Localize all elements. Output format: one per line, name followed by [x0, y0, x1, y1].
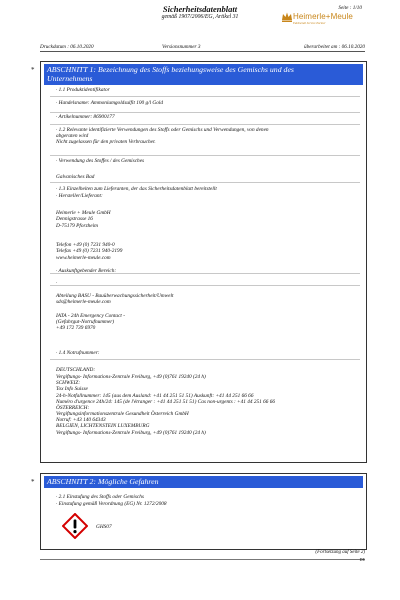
pictogram-code: GHS07 [96, 524, 112, 530]
separator [50, 96, 360, 97]
separator [50, 155, 360, 156]
separator [50, 182, 360, 183]
changed-marker: * [31, 478, 35, 486]
crown-logo-icon [281, 11, 293, 23]
text-line: · 2.1 Einstufung des Stoffs oder Gemischs [56, 494, 144, 500]
text-line: · Artikelnummer: 86900177 [56, 114, 115, 120]
continuation-note: (Fortsetzung auf Seite 2) [315, 550, 365, 555]
text-line: Telefax +49 (0) 7231 940-2199 [56, 248, 123, 254]
text-line: Heimerle + Meule GmbH [56, 210, 111, 216]
text-line: Telefon +49 (0) 7231 940-0 [56, 242, 115, 248]
text-line: · 1.1 Produktidentifikator [56, 87, 110, 93]
section-1-title-line2: Unternehmens [47, 74, 93, 83]
exclamation-mark-pictogram-icon [62, 513, 88, 539]
text-line: · Auskunftgebender Bereich: [56, 268, 117, 274]
text-line: Tox Info Suisse [56, 386, 88, 392]
text-line: SCHWEIZ: [56, 380, 81, 386]
text-line: · Hersteller/Lieferant: [56, 193, 103, 199]
text-line: abgeraten wird [56, 133, 89, 139]
changed-marker: * [31, 66, 35, 74]
text-line: · Einstufung gemäß Verordnung (EG) Nr. 1272/2008 [56, 501, 167, 507]
logo-tagline: Edelmetall Service Partner [293, 21, 326, 25]
section-2 [40, 473, 367, 550]
section-1-title-line1: ABSCHNITT 1: Bezeichnung des Stoffs beziehungsweise des Gemischs und des [47, 65, 294, 74]
text-line: Abteilung BASU - Bauüberwachungssicherheit/Umwelt [56, 293, 174, 299]
text-line: · 1.3 Einzelheiten zum Lieferanten, der das Sicherheitsdatenblatt bereitstellt [56, 186, 217, 192]
text-line: Vergiftungsinformationszentrale Gesundheit Österreich GmbH [56, 411, 189, 417]
text-line: 24-h-Notfallnummer: 145 (aus dem Ausland: +41 44 251 51 51) Auskunft: +41 44 251 66 66 [56, 393, 254, 399]
text-line: · 1.2 Relevante identifizierte Verwendungen des Stoffs oder Gemischs und Verwendungen, von denen [56, 127, 269, 133]
document-subtitle: gemäß 1907/2006/EG, Artikel 31 [161, 14, 239, 20]
text-line: · 1.4 Notrufnummer: [56, 350, 100, 356]
text-line: · Verwendung des Stoffes / des Gemisches [56, 158, 145, 164]
document-title: Sicherheitsdatenblatt [162, 4, 238, 14]
section-1-header [44, 64, 363, 85]
separator [50, 124, 360, 125]
separator [50, 112, 360, 113]
footer-rule [40, 559, 365, 560]
text-line: D-75179 Pforzheim [56, 223, 98, 229]
print-date: Druckdatum : 06.10.2020 [40, 44, 94, 50]
text-line: IATA - 24h Emergency Contact - [56, 313, 125, 319]
text-line: DEUTSCHLAND: [56, 367, 96, 373]
company-logo [281, 11, 353, 27]
text-line: · Handelsname: Ammoniumgoldsulfit 100 g/l Gold [56, 100, 164, 106]
text-line: (Gefahrgut-Notrufnummer) [56, 319, 115, 325]
separator [50, 359, 360, 360]
text-line: Vergiftungs- Informations-Zentrale Freiburg, +49 (0)761 19240 (24 h) [56, 430, 206, 436]
text-line: Numéro d'urgence 24h/24: 145 (de l'étranger : +41 44 251 51 51) Cas non-urgents : +41 44 251 66 66 [56, 399, 276, 405]
revision-date: überarbeitet am : 06.10.2020 [304, 44, 365, 50]
section-2-header [44, 476, 363, 488]
section-2-title: ABSCHNITT 2: Mögliche Gefahren [47, 477, 159, 486]
text-line: Vergiftungs- Informations-Zentrale Freiburg, +49 (0)761 19240 (24 h) [56, 374, 206, 380]
text-line: Dennigstrasse 16 [56, 216, 93, 222]
separator [50, 285, 360, 286]
text-line: Notruf: +43 140 64343 [56, 417, 106, 423]
text-line: ÖSTERREICH: [56, 405, 90, 411]
text-line: www.heimerle-meule.com [56, 255, 111, 261]
language-code: DE [359, 557, 365, 562]
text-line: +49 172 739 6970 [56, 325, 96, 331]
logo-name: Heimerle+Meule [293, 12, 353, 21]
header-rule [40, 51, 365, 52]
text-line: Nicht zugelassen für den privaten Verbraucher. [56, 139, 156, 145]
text-line: Galvanisches Bad [56, 174, 95, 180]
text-line: sds@heimerle-meule.com [56, 299, 111, 305]
text-line: · [56, 280, 58, 286]
text-line: BELGIEN, LICHTENSTEIN LUXEMBURG [56, 423, 150, 429]
version-number: Versionsnummer 3 [162, 44, 201, 50]
page-number: Seite : 1/10 [338, 5, 362, 11]
